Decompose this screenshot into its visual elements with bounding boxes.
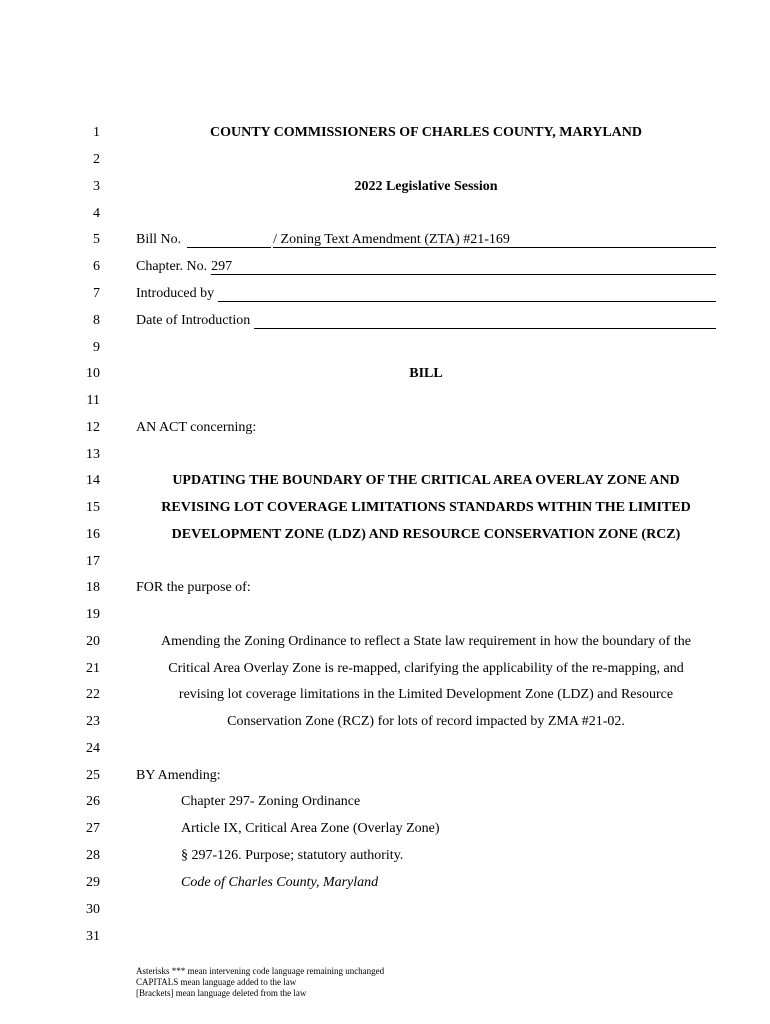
footer-line-brackets: [Brackets] mean language deleted from the law [136, 988, 307, 998]
amending-code: Code of Charles County, Maryland [181, 875, 379, 890]
line-number: 28 [86, 848, 100, 863]
bill-heading: BILL [409, 366, 443, 381]
date-of-introduction-label: Date of Introduction [136, 313, 251, 328]
footer-line-capitals: CAPITALS mean language added to the law [136, 977, 297, 987]
chapter-value: 297 [211, 259, 716, 275]
line-number: 14 [86, 473, 100, 488]
footer-line-asterisks: Asterisks *** mean intervening code language remaining unchanged [136, 966, 385, 976]
purpose-label: FOR the purpose of: [136, 580, 251, 595]
line-number: 29 [86, 875, 100, 890]
line-number: 16 [86, 527, 100, 542]
bill-number-label: Bill No. [136, 232, 182, 247]
line-number: 24 [86, 741, 100, 756]
line-number: 23 [86, 714, 100, 729]
amending-chapter: Chapter 297- Zoning Ordinance [181, 794, 361, 809]
bill-number-blank [187, 234, 271, 248]
date-of-introduction-field [136, 313, 716, 329]
session-heading: 2022 Legislative Session [354, 179, 498, 194]
line-number: 22 [86, 687, 100, 702]
date-of-introduction-blank [254, 313, 716, 329]
introduced-by-blank [218, 286, 716, 302]
line-number: 9 [93, 340, 100, 355]
line-number: 18 [86, 580, 100, 595]
line-number: 5 [93, 232, 100, 247]
purpose-line: Critical Area Overlay Zone is re-mapped, clarifying the applicability of the re-mapping, and [168, 661, 684, 676]
purpose-line: Conservation Zone (RCZ) for lots of record impacted by ZMA #21-02. [227, 714, 625, 729]
line-number: 11 [86, 393, 100, 408]
amending-article: Article IX, Critical Area Zone (Overlay Zone) [181, 821, 440, 836]
line-number: 3 [93, 179, 100, 194]
subject-line: REVISING LOT COVERAGE LIMITATIONS STANDARDS WITHIN THE LIMITED [161, 500, 691, 515]
purpose-line: Amending the Zoning Ordinance to reflect a State law requirement in how the boundary of the [161, 634, 691, 649]
line-number: 26 [86, 794, 100, 809]
line-number: 6 [93, 259, 100, 274]
act-concerning: AN ACT concerning: [136, 420, 257, 435]
introduced-by-label: Introduced by [136, 286, 215, 301]
chapter-field [136, 259, 716, 275]
line-number: 15 [86, 500, 100, 515]
line-number: 2 [93, 152, 100, 167]
line-number: 20 [86, 634, 100, 649]
line-number: 31 [86, 929, 100, 944]
document-title: COUNTY COMMISSIONERS OF CHARLES COUNTY, MARYLAND [210, 125, 642, 140]
amending-label: BY Amending: [136, 768, 221, 783]
subject-line: DEVELOPMENT ZONE (LDZ) AND RESOURCE CONSERVATION ZONE (RCZ) [171, 527, 681, 542]
chapter-label: Chapter. No. [136, 259, 208, 274]
subject-line: UPDATING THE BOUNDARY OF THE CRITICAL AREA OVERLAY ZONE AND [172, 473, 680, 488]
line-number: 1 [93, 125, 100, 140]
line-number: 12 [86, 420, 100, 435]
line-number: 30 [86, 902, 100, 917]
line-number: 19 [86, 607, 100, 622]
line-number: 13 [86, 447, 100, 462]
line-number: 17 [86, 554, 100, 569]
line-number: 4 [93, 206, 100, 221]
line-number: 10 [86, 366, 100, 381]
bill-number-field [136, 232, 716, 248]
line-number: 8 [93, 313, 100, 328]
introduced-by-field [136, 286, 716, 302]
line-number: 7 [93, 286, 100, 301]
footer-legend [136, 966, 536, 999]
line-number: 27 [86, 821, 100, 836]
bill-number-value: / Zoning Text Amendment (ZTA) #21-169 [273, 232, 716, 248]
line-number: 25 [86, 768, 100, 783]
amending-section: § 297-126. Purpose; statutory authority. [181, 848, 404, 863]
purpose-line: revising lot coverage limitations in the Limited Development Zone (LDZ) and Resource [178, 687, 674, 702]
line-number: 21 [86, 661, 100, 676]
